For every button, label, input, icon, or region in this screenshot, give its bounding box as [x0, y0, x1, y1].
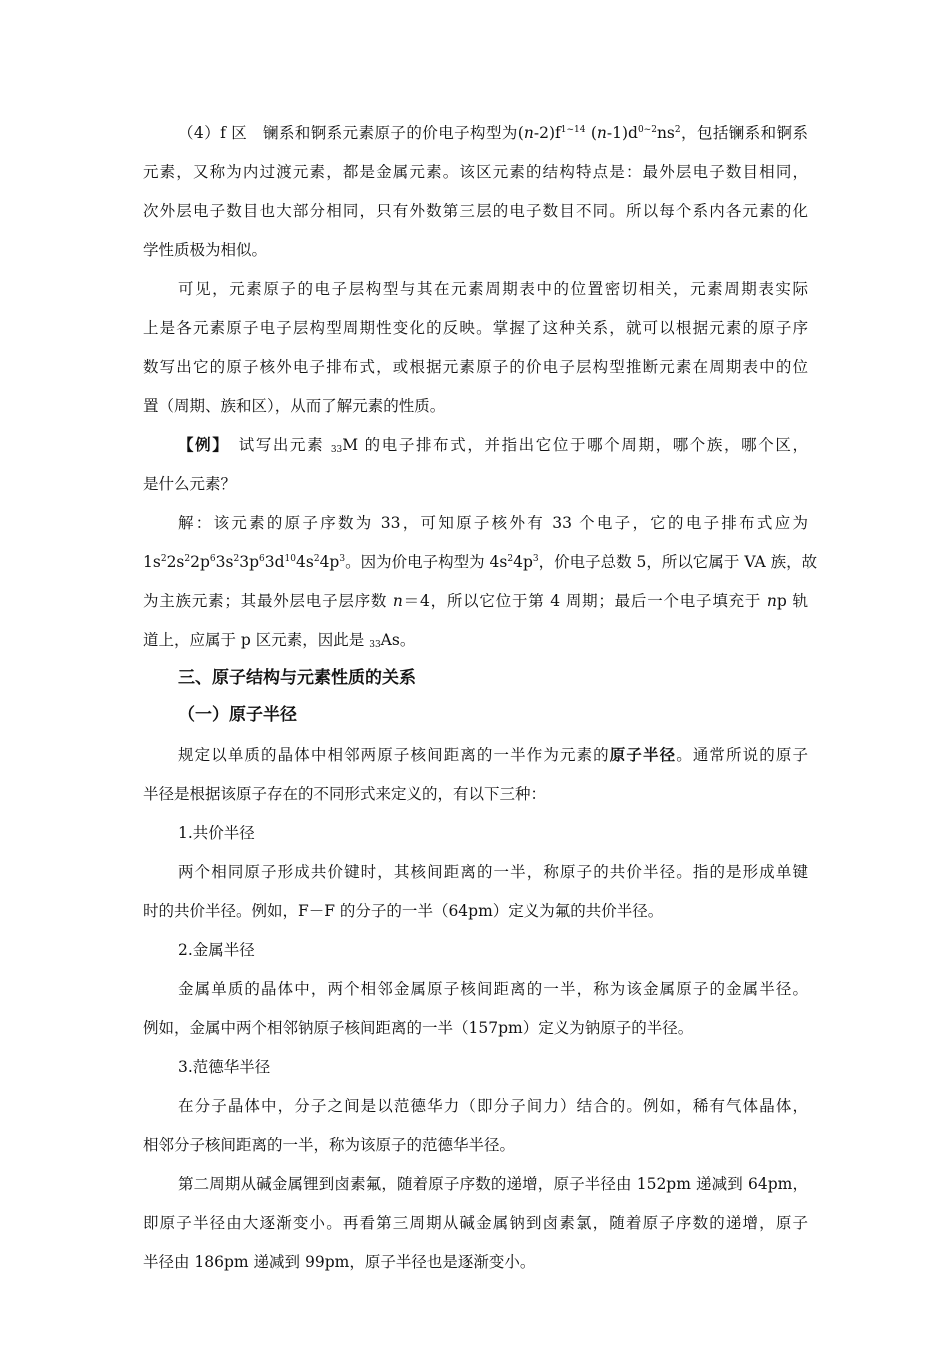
metallic-radius-title: 2.金属半径: [178, 941, 255, 959]
trend-line-2: 即原子半径由大逐渐变小。再看第三周期从碱金属钠到卤素氯，随着原子序数的递增，原子: [143, 1214, 808, 1232]
solution-line-4: 道上，应属于 p 区元素，因此是 $_{33}$As。: [143, 631, 416, 650]
metallic-line-1: 金属单质的晶体中，两个相邻金属原子核间距离的一半，称为该金属原子的金属半径。: [178, 980, 808, 998]
covalent-line-2: 时的共价半径。例如，F－F 的分子的一半（64pm）定义为氟的共价半径。: [143, 902, 664, 920]
f-block-line-4: 学性质极为相似。: [143, 241, 268, 259]
definition-line-1: 规定以单质的晶体中相邻两原子核间距离的一半作为元素的原子半径。通常所说的原子: [178, 745, 808, 764]
definition-line-2: 半径是根据该原子存在的不同形式来定义的，有以下三种：: [143, 785, 547, 803]
covalent-radius-title: 1.共价半径: [178, 824, 255, 842]
vdw-line-2: 相邻分子核间距离的一半，称为该原子的范德华半径。: [143, 1136, 516, 1154]
atomic-radius-term: 原子半径: [609, 745, 677, 764]
example-line-1: 【例】 试写出元素 $_{33}$M 的电子排布式，并指出它位于哪个周期，哪个族，哪个区，: [178, 435, 808, 455]
example-line-2: 是什么元素？: [143, 475, 237, 493]
solution-label: 解：: [178, 514, 214, 532]
summary-line-2: 上是各元素原子电子层构型周期性变化的反映。掌握了这种关系，就可以根据元素的原子序: [143, 319, 808, 337]
section-heading: 三、原子结构与元素性质的关系: [178, 668, 416, 688]
trend-line-1: 第二周期从碱金属锂到卤素氟，随着原子序数的递增，原子半径由 152pm 递减到 64pm，: [178, 1175, 808, 1193]
summary-line-1: 可见，元素原子的电子层构型与其在元素周期表中的位置密切相关，元素周期表实际: [178, 280, 808, 298]
solution-line-2: $1s^22s^22p^63s^23p^63d^{10}4s^24p^3$。因为价电子构型为 $4s^24p^3$，价电子总数 5，所以它属于 VA 族，故: [143, 553, 818, 571]
f-block-line-1: （4）f 区 镧系和锕系元素原子的价电子构型为$(n-2)f^{1\sim 14}$ $(n-1)d^{0\sim 2}ns^2$，包括镧系和锕系: [178, 124, 808, 142]
f-block-line-2: 元素，又称为内过渡元素，都是金属元素。该区元素的结构特点是：最外层电子数目相同，: [143, 163, 808, 181]
solution-line-1: 解：该元素的原子序数为 33，可知原子核外有 33 个电子，它的电子排布式应为: [178, 514, 808, 532]
f-block-line-3: 次外层电子数目也大部分相同，只有外数第三层的电子数目不同。所以每个系内各元素的化: [143, 202, 808, 220]
solution-line-3: 为主族元素；其最外层电子层序数 n＝4，所以它位于第 4 周期；最后一个电子填充于 np 轨: [143, 592, 808, 610]
subsection-heading: （一）原子半径: [178, 705, 297, 725]
vdw-line-1: 在分子晶体中，分子之间是以范德华力（即分子间力）结合的。例如，稀有气体晶体，: [178, 1097, 808, 1115]
summary-line-3: 数写出它的原子核外电子排布式，或根据元素原子的价电子层构型推断元素在周期表中的位: [143, 358, 808, 376]
trend-line-3: 半径由 186pm 递减到 99pm，原子半径也是逐渐变小。: [143, 1253, 536, 1271]
metallic-line-2: 例如，金属中两个相邻钠原子核间距离的一半（157pm）定义为钠原子的半径。: [143, 1019, 694, 1037]
example-tag: 【例】: [178, 435, 222, 454]
covalent-line-1: 两个相同原子形成共价键时，其核间距离的一半，称原子的共价半径。指的是形成单键: [178, 863, 808, 881]
summary-line-4: 置（周期、族和区），从而了解元素的性质。: [143, 397, 446, 415]
vdw-radius-title: 3.范德华半径: [178, 1058, 271, 1076]
